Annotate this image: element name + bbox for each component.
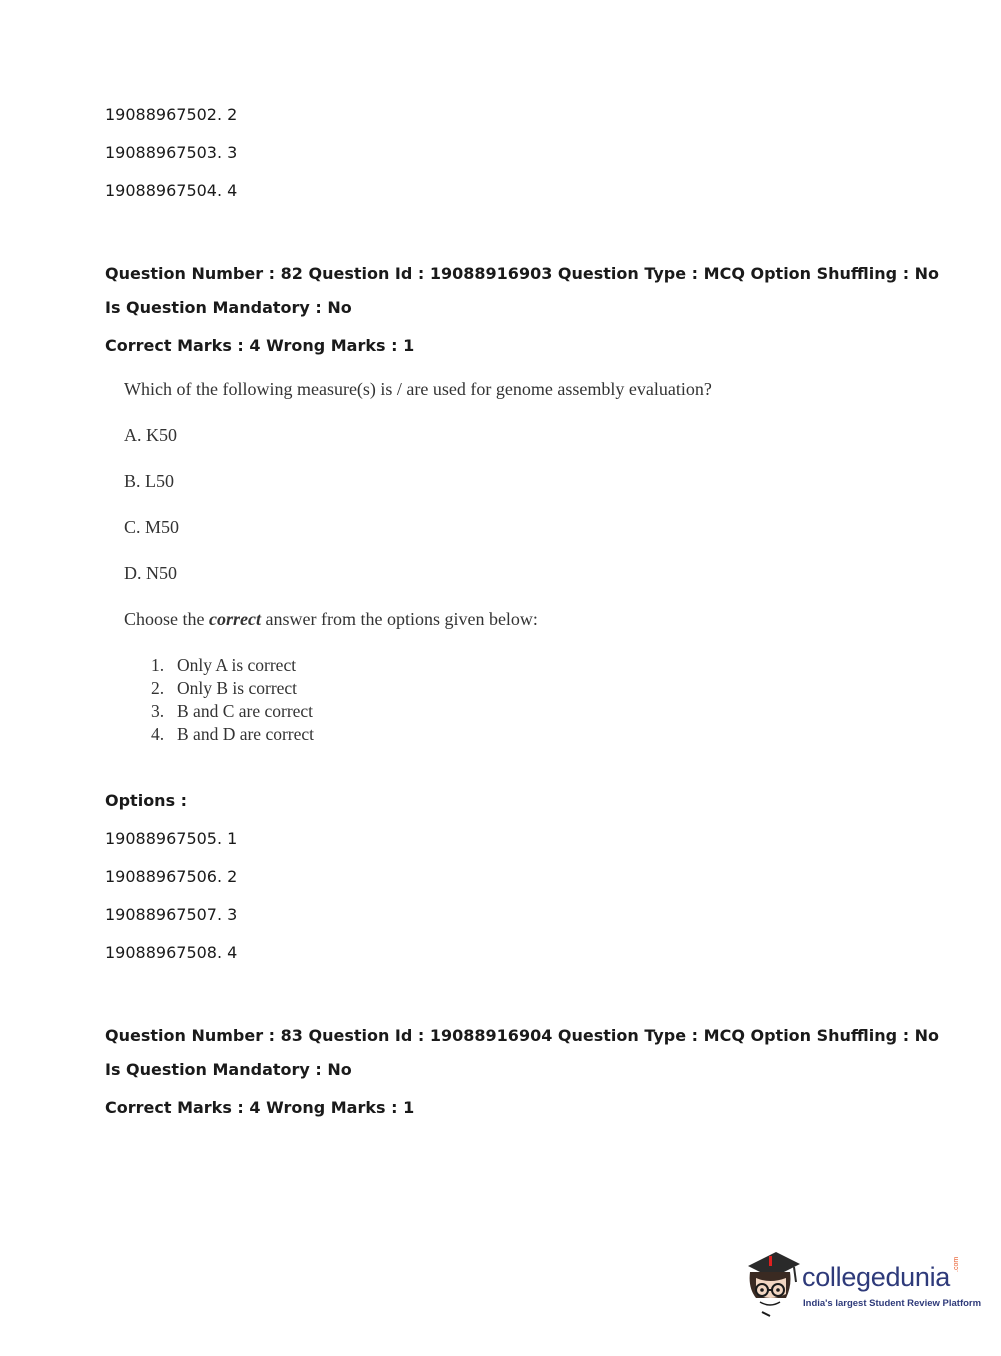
- option-line: 19088967503. 3: [105, 143, 238, 162]
- option-line: 19088967507. 3: [105, 905, 238, 924]
- answer-text: B and D are correct: [177, 724, 315, 744]
- choose-text-before: Choose the: [124, 609, 209, 629]
- answer-choice: [151, 654, 296, 676]
- question-header: Question Number : 83 Question Id : 19088916904 Question Type : MCQ Option Shuffling : No: [105, 1026, 940, 1045]
- collegedunia-logo: [742, 1248, 982, 1323]
- answer-text: Only A is correct: [177, 655, 297, 675]
- choose-instruction: [124, 608, 538, 630]
- choose-text-after: answer from the options given below:: [260, 609, 538, 629]
- question-mandatory: Is Question Mandatory : No: [105, 298, 352, 317]
- answer-choice: [151, 723, 314, 745]
- question-text: Which of the following measure(s) is / are used for genome assembly evaluation?: [124, 379, 712, 399]
- question-item: C. M50: [124, 517, 180, 537]
- answer-text: Only B is correct: [177, 678, 298, 698]
- answer-number: 2.: [151, 678, 165, 698]
- answer-number: 4.: [151, 724, 165, 744]
- answer-number: 3.: [151, 701, 165, 721]
- question-header: Question Number : 82 Question Id : 19088916903 Question Type : MCQ Option Shuffling : No: [105, 264, 940, 283]
- logo-domain-suffix: .com: [953, 1256, 960, 1272]
- question-mandatory: Is Question Mandatory : No: [105, 1060, 352, 1079]
- options-label: Options :: [105, 791, 188, 810]
- mascot-icon: [742, 1248, 804, 1323]
- logo-wordmark: collegedunia: [802, 1262, 951, 1292]
- answer-choice: [151, 700, 313, 722]
- option-line: 19088967506. 2: [105, 867, 238, 886]
- question-marks: Correct Marks : 4 Wrong Marks : 1: [105, 1098, 415, 1117]
- choose-text-emphasis: correct: [209, 609, 261, 629]
- answer-text: B and C are correct: [177, 701, 314, 721]
- answer-choice: [151, 677, 297, 699]
- logo-tagline: India's largest Student Review Platform: [803, 1298, 982, 1309]
- option-line: 19088967508. 4: [105, 943, 238, 962]
- option-line: 19088967505. 1: [105, 829, 238, 848]
- question-item: B. L50: [124, 471, 175, 491]
- option-line: 19088967504. 4: [105, 181, 238, 200]
- question-marks: Correct Marks : 4 Wrong Marks : 1: [105, 336, 415, 355]
- question-item: D. N50: [124, 563, 177, 583]
- question-item: A. K50: [124, 425, 177, 445]
- answer-number: 1.: [151, 655, 165, 675]
- option-line: 19088967502. 2: [105, 105, 238, 124]
